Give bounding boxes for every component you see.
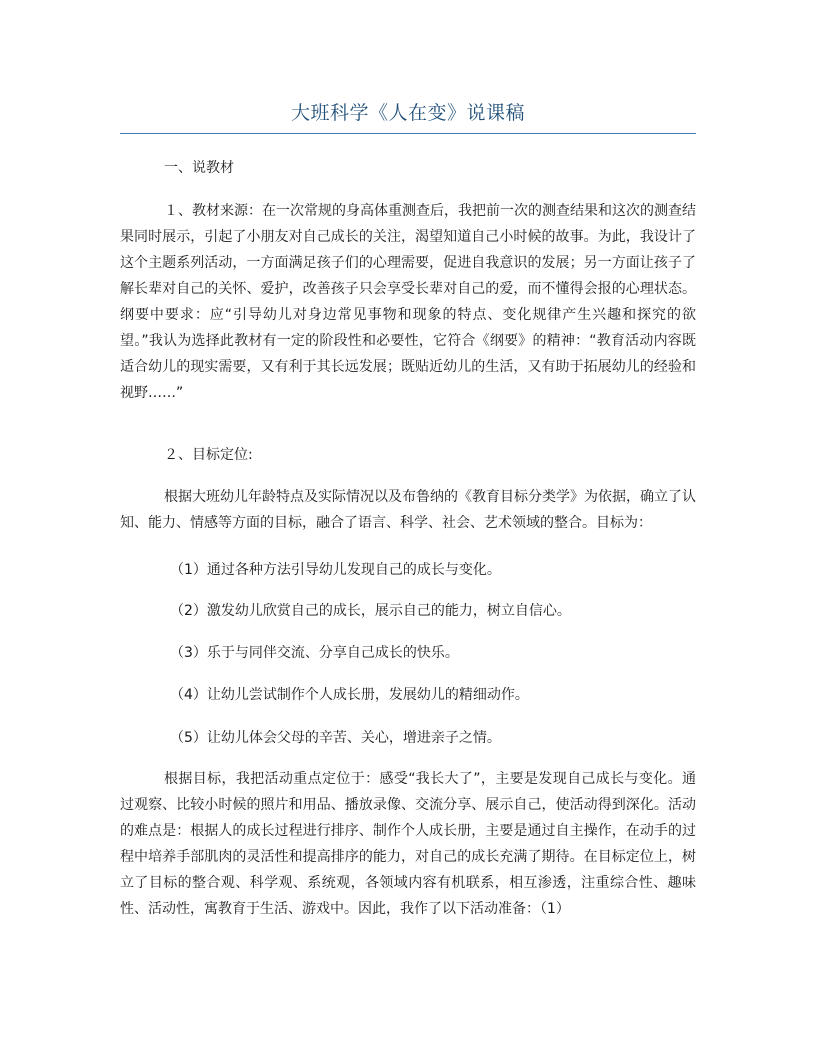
goal-item-1: （1）通过各种方法引导幼儿发现自己的成长与变化。: [170, 562, 501, 578]
goal-item-4: （4）让幼儿尝试制作个人成长册，发展幼儿的精细动作。: [170, 687, 529, 703]
title-underline: [120, 133, 696, 134]
goal-item-3: （3）乐于与同伴交流、分享自己成长的快乐。: [170, 645, 459, 661]
paragraph-goals-intro: 根据大班幼儿年龄特点及实际情况以及布鲁纳的《教育目标分类学》为依据，确立了认知、能力、情感等方面的目标，融合了语言、科学、社会、艺术领域的整合。目标为：: [120, 489, 696, 531]
section-heading-goals: ２、目标定位:: [164, 447, 253, 463]
paragraph-material-source: １、教材来源：在一次常规的身高体重测查后，我把前一次的测查结果和这次的测查结果同时展示，引起了小朋友对自己成长的关注，渴望知道自己小时候的故事。为此，我设计了这个主题系列活动，一方面满足孩子们的心理需要，促进自我意识的发展；另一方面让孩子了解长辈对自己的关怀、爱护，改善孩子只会享受长辈对自己的爱，而不懂得会报的心理状态。纲要中要求：应“引导幼儿对身边常见事物和现象的特点、变化规律产生兴趣和探究的欲望。”我认为选择此教材有一定的阶段性和必要性，它符合《纲要》的精神：“教育活动内容既适合幼儿的现实需要，又有利于其长远发展；既贴近幼儿的生活，又有助于拓展幼儿的经验和视野……”: [120, 203, 696, 401]
goal-item-5: （5）让幼儿体会父母的辛苦、关心，增进亲子之情。: [170, 730, 501, 746]
section-heading-teaching-material: 一、说教材: [164, 160, 234, 176]
document-title: 大班科学《人在变》说课稿: [290, 102, 525, 124]
paragraph-focus-and-difficulty: 根据目标，我把活动重点定位于：感受“我长大了”，主要是发现自己成长与变化。通过观察、比较小时候的照片和用品、播放录像、交流分享、展示自己，使活动得到深化。活动的难点是：根据人的成长过程进行排序、制作个人成长册，主要是通过自主操作，在动手的过程中培养手部肌肉的灵活性和提高排序的能力，对自己的成长充满了期待。在目标定位上，树立了目标的整合观、科学观、系统观，各领域内容有机联系，相互渗透，注重综合性、趣味性、活动性，寓教育于生活、游戏中。因此，我作了以下活动准备：（1）: [120, 771, 696, 917]
goal-item-2: （2）激发幼儿欣赏自己的成长，展示自己的能力，树立自信心。: [170, 603, 571, 619]
